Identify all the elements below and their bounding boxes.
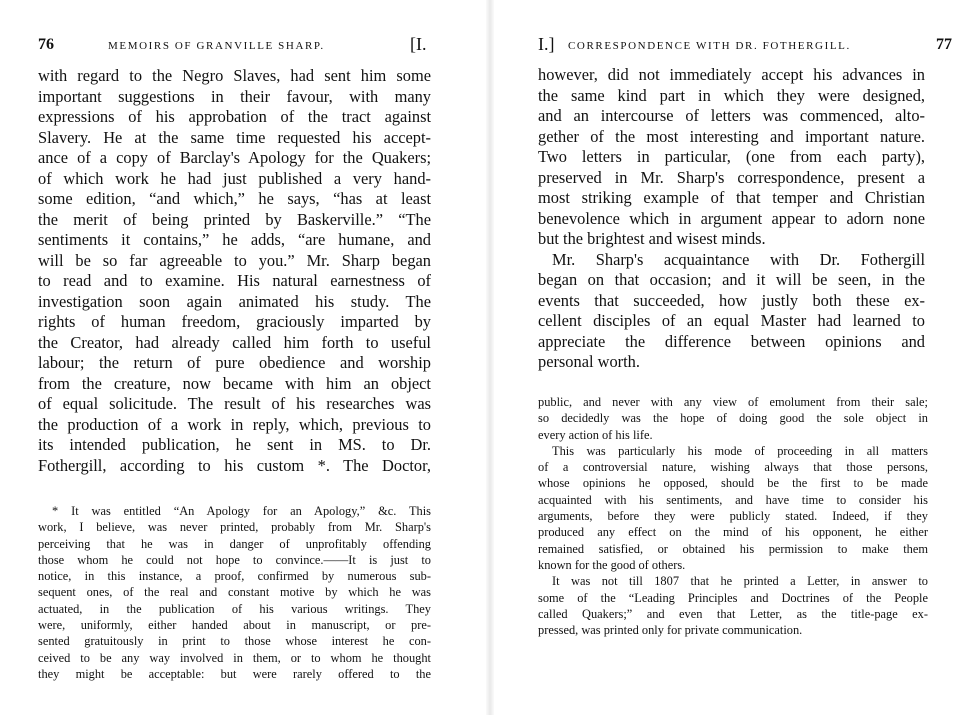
- text-line: began on that occasion; and it will be seen, in the: [538, 270, 925, 289]
- footnote-line: This was particularly his mode of proceeding in all matters: [552, 443, 928, 458]
- left-running-head: MEMOIRS OF GRANVILLE SHARP.: [108, 40, 325, 52]
- text-line: cellent disciples of an equal Master had learned to: [538, 311, 925, 330]
- left-page-number: 76: [38, 36, 54, 53]
- footnote-line: perceiving that he was in danger of unprofitably offending: [38, 536, 431, 551]
- footnote-line: * It was entitled “An Apology for an Apology,” &c. This: [52, 504, 431, 518]
- left-page-header: [38, 34, 438, 58]
- footnote-line: work, I believe, was never printed, probably from Mr. Sharp's: [38, 520, 431, 535]
- text-line: investigation soon again animated his study. The: [38, 291, 431, 311]
- footnote-line: those whom he could not hope to convince.——It is just to: [38, 552, 431, 567]
- footnote-line: notice, in this instance, a proof, confirmed by numerous sub-: [38, 569, 431, 584]
- right-chapter-mark: I.]: [538, 34, 555, 54]
- text-line: ance of a copy of Barclay's Apology for the Quakers;: [38, 148, 431, 167]
- text-line: with regard to the Negro Slaves, had sent him some: [38, 66, 431, 85]
- footnote-line: arguments, before they were publicly stated. Indeed, if they: [538, 509, 928, 524]
- text-line: Slavery. He at the same time requested his accept-: [38, 127, 431, 147]
- footnote-line: some of the “Leading Principles and Doctrines of the People: [538, 590, 928, 605]
- text-line: and an intercourse of letters was commenced, alto-: [538, 106, 925, 125]
- text-line: important suggestions in their favour, with many: [38, 86, 431, 106]
- footnote-line: ceived to be any way involved in them, or to whom he thought: [38, 650, 431, 665]
- footnote-line: known for the good of others.: [538, 557, 686, 572]
- left-body-text: [38, 66, 431, 476]
- text-line: of which work he had just published a very hand-: [38, 168, 431, 188]
- text-line: preserved in Mr. Sharp's correspondence, present a: [538, 167, 925, 187]
- footnote-line: It was not till 1807 that he printed a Letter, in answer to: [552, 574, 928, 589]
- text-line: will be so far agreeable to you.” Mr. Sharp began: [38, 250, 431, 270]
- footnote-line: were, uniformly, either handed about in manuscript, or pre-: [38, 618, 431, 633]
- text-line: events that succeeded, how justly both these ex-: [538, 290, 925, 310]
- text-line: sentiments it contains,” he adds, “are humane, and: [38, 230, 431, 249]
- text-line: its intended publication, he sent in MS. to Dr.: [38, 435, 431, 454]
- text-line: the Creator, had already called him forth to useful: [38, 332, 431, 352]
- footnote-line: of a controversial nature, wishing always that those persons,: [538, 460, 928, 475]
- text-line: the merit of being printed by Baskerville.” “The: [38, 209, 431, 229]
- footnote-line: sequent ones, of the real and constant motive by which he was: [38, 585, 431, 600]
- footnote-line: remained satisfied, or obtained his permission to make them: [538, 541, 928, 556]
- text-line: Fothergill, according to his custom *. The Doctor,: [38, 455, 431, 475]
- text-line: gether of the most interesting and important nature.: [538, 126, 925, 146]
- footnote-line: whose opinions he opposed, should be the first to be made: [538, 476, 928, 491]
- text-line: most striking example of that temper and Christian: [538, 188, 925, 207]
- footnote-line: so decidedly was the hope of doing good the sole object in: [538, 411, 928, 426]
- footnote-line: produced any effect on the mind of his opponent, he either: [538, 525, 928, 540]
- text-line: rights of human freedom, graciously imparted by: [38, 312, 431, 331]
- footnote-line: sented gratuitously in print to those whose interest he con-: [38, 634, 431, 649]
- text-line: expressions of his approbation of the tract against: [38, 107, 431, 126]
- text-line: but the brightest and wisest minds.: [538, 229, 766, 248]
- footnote-line: every action of his life.: [538, 427, 653, 442]
- right-page-number: 77: [936, 36, 952, 53]
- footnote-line: actuated, in the publication of his various writings. They: [38, 601, 431, 616]
- text-line: labour; the return of pure obedience and worship: [38, 353, 431, 372]
- footnote-line: they might be acceptable: but were rarely offered to the: [38, 666, 431, 681]
- right-running-head: CORRESPONDENCE WITH DR. FOTHERGILL.: [568, 40, 851, 52]
- text-line: of equal solicitude. The result of his researches was: [38, 394, 431, 413]
- right-page-header: [538, 34, 958, 58]
- text-line: appreciate the difference between opinions and: [538, 331, 925, 351]
- footnote-line: acquainted with his sentiments, and have time to consider his: [538, 492, 928, 507]
- right-page: [490, 0, 980, 715]
- text-line: personal worth.: [538, 352, 640, 371]
- text-line: Two letters in particular, (one from each party),: [538, 147, 925, 166]
- right-footnote: [538, 394, 928, 638]
- text-line: from the creature, now became with him an object: [38, 373, 431, 393]
- text-line: the same kind part in which they were designed,: [538, 85, 925, 105]
- left-chapter-mark: [I.: [410, 34, 427, 54]
- text-line: however, did not immediately accept his advances in: [538, 65, 925, 84]
- footnote-line: public, and never with any view of emolument from their sale;: [538, 395, 928, 409]
- text-line: some edition, “and which,” he says, “has at least: [38, 189, 431, 208]
- left-footnote: [38, 503, 431, 682]
- text-line: to read and to examine. His natural earnestness of: [38, 271, 431, 290]
- footnote-line: pressed, was printed only for private communication.: [538, 623, 803, 638]
- text-line: Mr. Sharp's acquaintance with Dr. Fothergill: [552, 249, 925, 269]
- text-line: benevolence which in argument appear to adorn none: [538, 208, 925, 228]
- text-line: the production of a work in reply, which, previous to: [38, 414, 431, 434]
- footnote-line: called Quakers;” and even that Letter, as the title-page ex-: [538, 606, 928, 621]
- right-body-text: [538, 65, 925, 373]
